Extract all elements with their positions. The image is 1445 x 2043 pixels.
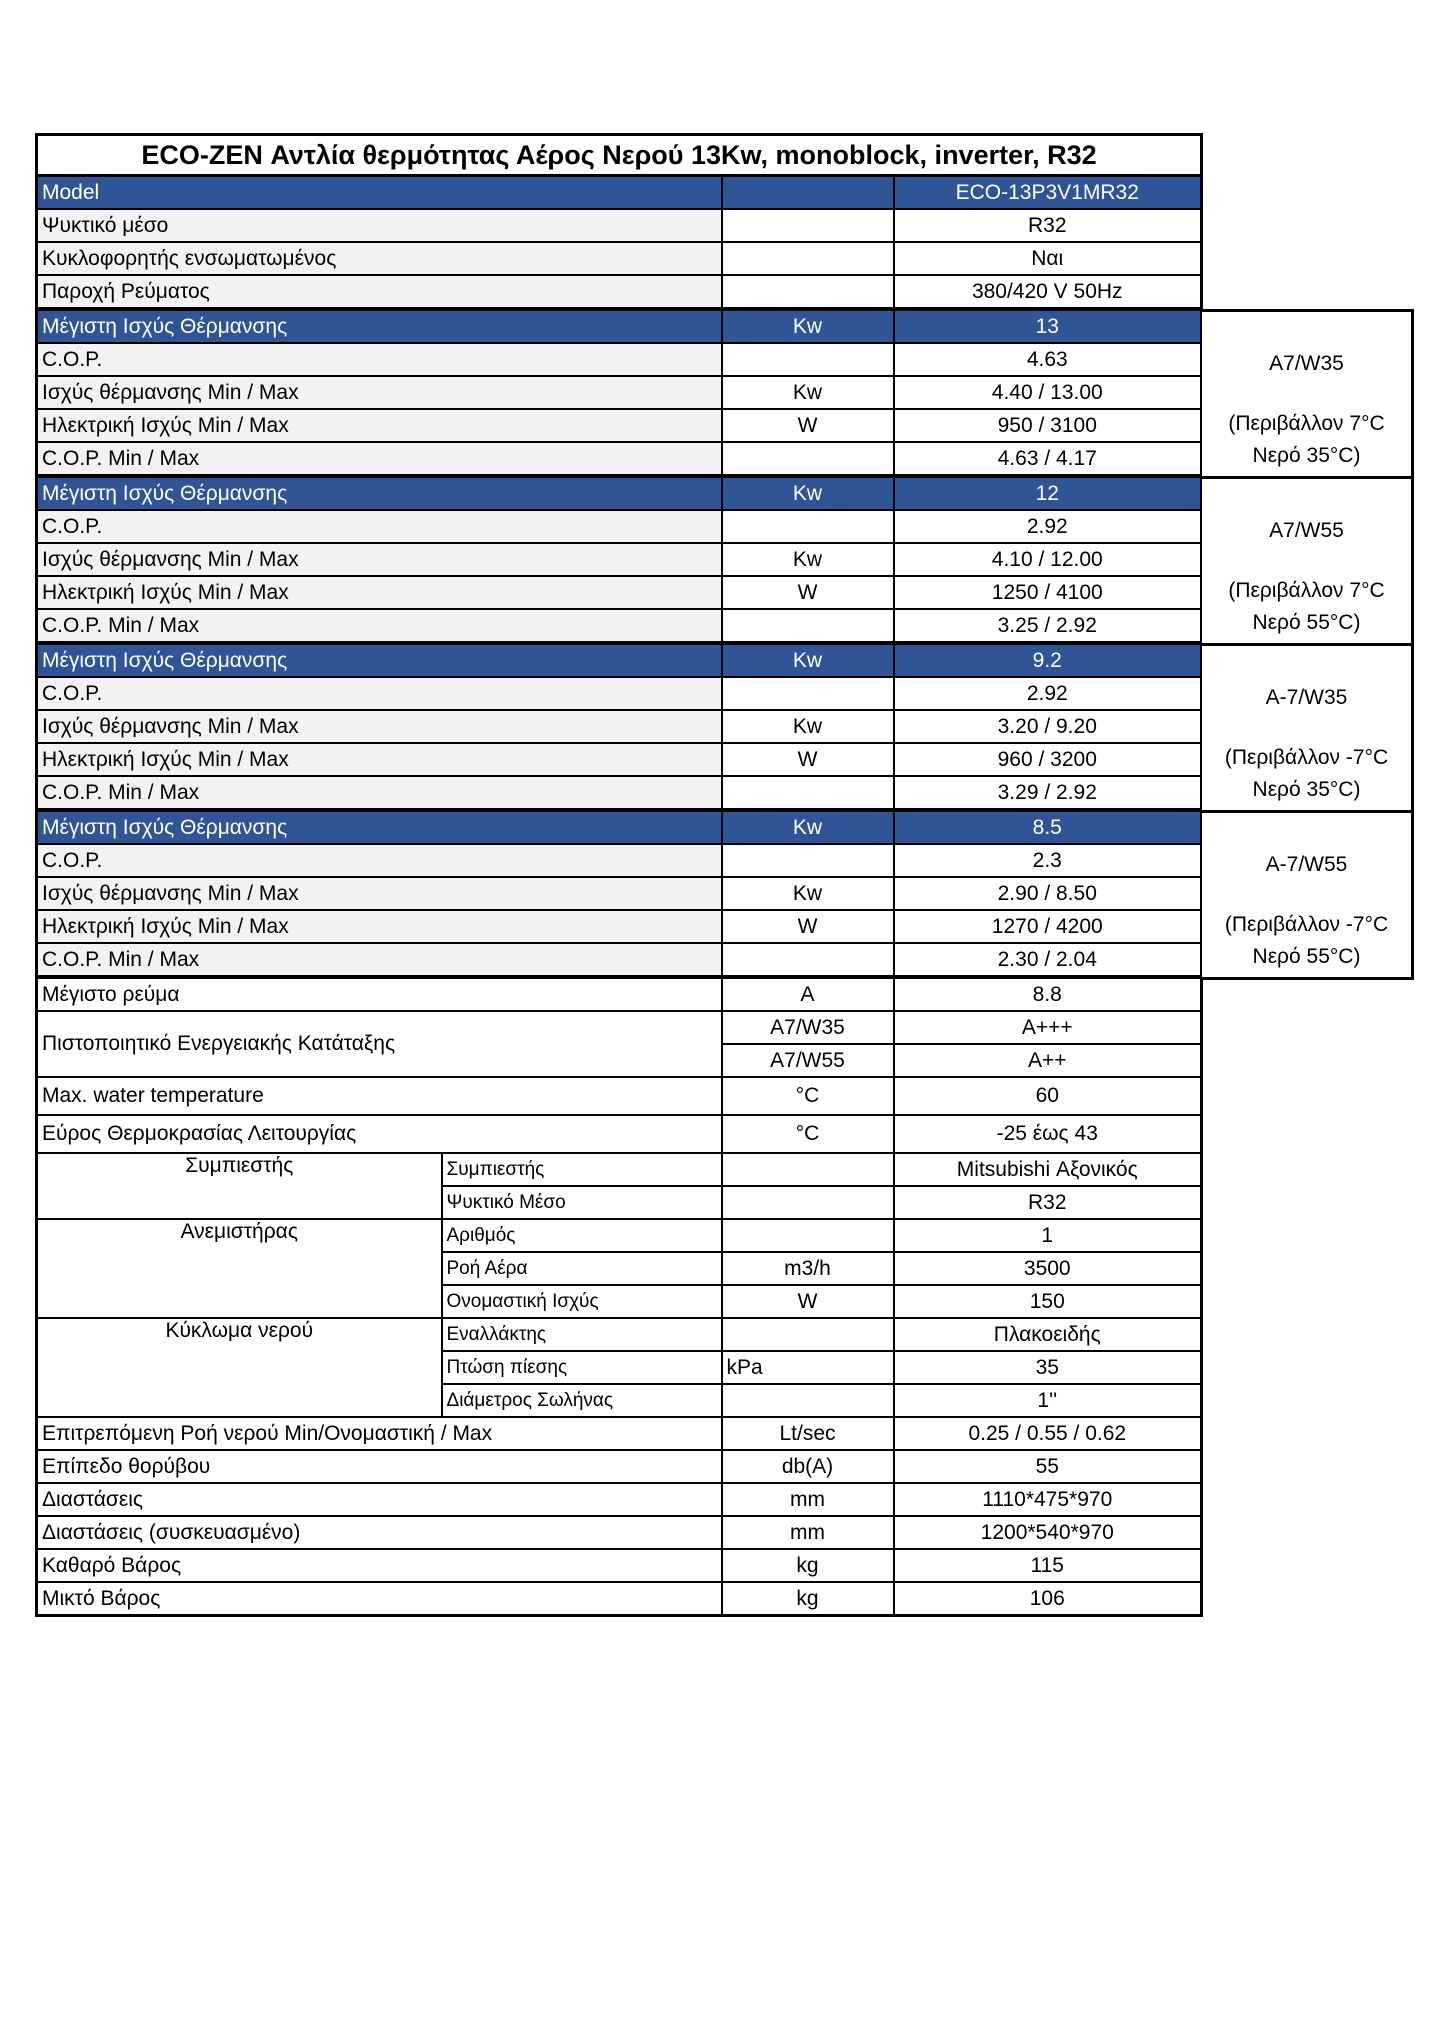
energy-class-value: A++ bbox=[894, 1044, 1202, 1077]
water-temperature: Νερό 55°C) bbox=[1252, 945, 1361, 968]
spec-unit bbox=[722, 943, 894, 977]
spec-label: C.O.P. Min / Max bbox=[37, 943, 722, 977]
water-temperature: Νερό 35°C) bbox=[1252, 444, 1361, 467]
spec-unit: Kw bbox=[722, 810, 894, 844]
spec-unit: mm bbox=[722, 1516, 894, 1549]
spec-value: 960 / 3200 bbox=[894, 743, 1202, 776]
spec-value: 3.29 / 2.92 bbox=[894, 776, 1202, 810]
spec-unit bbox=[722, 242, 894, 275]
spec-row bbox=[37, 1450, 1202, 1483]
spec-row bbox=[37, 910, 1202, 943]
spec-value: 2.3 bbox=[894, 844, 1202, 877]
test-condition-description bbox=[1225, 909, 1388, 973]
test-condition-box bbox=[1200, 643, 1414, 813]
spec-unit bbox=[722, 1318, 894, 1351]
spec-row bbox=[37, 1582, 1202, 1616]
title-row bbox=[37, 135, 1202, 176]
spec-unit: kg bbox=[722, 1582, 894, 1616]
spec-value: 150 bbox=[894, 1285, 1202, 1318]
spec-row bbox=[37, 409, 1202, 442]
spec-value: 1270 / 4200 bbox=[894, 910, 1202, 943]
spec-unit bbox=[722, 776, 894, 810]
spec-label: Ισχύς θέρμανσης Min / Max bbox=[37, 877, 722, 910]
spec-unit: Kw bbox=[722, 877, 894, 910]
energy-class-value: A+++ bbox=[894, 1011, 1202, 1044]
spec-label: Καθαρό Βάρος bbox=[37, 1549, 722, 1582]
max-water-temp-row bbox=[37, 1077, 1202, 1115]
spec-unit: m3/h bbox=[722, 1252, 894, 1285]
spec-unit: mm bbox=[722, 1483, 894, 1516]
spec-value: R32 bbox=[894, 209, 1202, 242]
test-condition-description bbox=[1225, 742, 1388, 806]
spec-label: Ηλεκτρική Ισχύς Min / Max bbox=[37, 743, 722, 776]
heating-capacity-header-row bbox=[37, 309, 1202, 343]
spec-unit: Kw bbox=[722, 710, 894, 743]
spec-label: Ισχύς θέρμανσης Min / Max bbox=[37, 376, 722, 409]
spec-sublabel: Συμπιεστής bbox=[442, 1153, 722, 1186]
spec-label: Μέγιστη Ισχύς Θέρμανσης bbox=[37, 476, 722, 510]
spec-label: C.O.P. Min / Max bbox=[37, 442, 722, 476]
heating-capacity-header-row bbox=[37, 810, 1202, 844]
test-condition-box bbox=[1200, 309, 1414, 479]
spec-label: C.O.P. bbox=[37, 844, 722, 877]
spec-label: Μικτό Βάρος bbox=[37, 1582, 722, 1616]
spec-unit: Kw bbox=[722, 309, 894, 343]
group-row bbox=[37, 1318, 1202, 1351]
spec-value: R32 bbox=[894, 1186, 1202, 1219]
test-condition-description bbox=[1228, 575, 1384, 639]
group-name: Ανεμιστήρας bbox=[37, 1219, 442, 1318]
spec-label: Κυκλοφορητής ενσωματωμένος bbox=[37, 242, 722, 275]
spec-unit: db(A) bbox=[722, 1450, 894, 1483]
spec-value: 4.63 bbox=[894, 343, 1202, 376]
spec-unit bbox=[722, 1219, 894, 1252]
heating-capacity-header-row bbox=[37, 643, 1202, 677]
ambient-temperature: (Περιβάλλον 7°C bbox=[1228, 412, 1385, 435]
spec-sublabel: Ροή Αέρα bbox=[442, 1252, 722, 1285]
spec-label: Επιτρεπόμενη Ροή νερού Min/Ονομαστική / Max bbox=[37, 1417, 722, 1450]
spec-label: Εύρος Θερμοκρασίας Λειτουργίας bbox=[37, 1115, 722, 1153]
spec-unit bbox=[722, 609, 894, 643]
spec-label: Ηλεκτρική Ισχύς Min / Max bbox=[37, 910, 722, 943]
spec-row bbox=[37, 1417, 1202, 1450]
spec-unit bbox=[722, 844, 894, 877]
spec-unit bbox=[722, 1153, 894, 1186]
group-row bbox=[37, 1153, 1202, 1186]
spec-label: Παροχή Ρεύματος bbox=[37, 275, 722, 309]
spec-table bbox=[35, 133, 1203, 1617]
spec-sublabel: Ονομαστική Ισχύς bbox=[442, 1285, 722, 1318]
spec-value: 8.5 bbox=[894, 810, 1202, 844]
spec-label: Διαστάσεις (συσκευασμένο) bbox=[37, 1516, 722, 1549]
heating-capacity-header-row bbox=[37, 476, 1202, 510]
spec-row bbox=[37, 776, 1202, 810]
spec-value: 1 bbox=[894, 1219, 1202, 1252]
water-temperature: Νερό 55°C) bbox=[1252, 611, 1361, 634]
spec-value: 115 bbox=[894, 1549, 1202, 1582]
spec-sublabel: Διάμετρος Σωλήνας bbox=[442, 1384, 722, 1417]
spec-unit: °C bbox=[722, 1077, 894, 1115]
spec-label: Μέγιστη Ισχύς Θέρμανσης bbox=[37, 810, 722, 844]
spec-unit bbox=[722, 343, 894, 376]
spec-unit bbox=[722, 275, 894, 309]
group-name: Συμπιεστής bbox=[37, 1153, 442, 1219]
water-temperature: Νερό 35°C) bbox=[1252, 778, 1361, 801]
spec-row bbox=[37, 1516, 1202, 1549]
spec-row bbox=[37, 242, 1202, 275]
spec-row bbox=[37, 442, 1202, 476]
spec-row bbox=[37, 943, 1202, 977]
spec-value: 2.90 / 8.50 bbox=[894, 877, 1202, 910]
spec-unit: W bbox=[722, 576, 894, 609]
spec-value: 3.25 / 2.92 bbox=[894, 609, 1202, 643]
spec-row bbox=[37, 743, 1202, 776]
spec-value: 2.92 bbox=[894, 677, 1202, 710]
spec-row bbox=[37, 609, 1202, 643]
spec-sublabel: Πτώση πίεσης bbox=[442, 1351, 722, 1384]
spec-unit: Kw bbox=[722, 476, 894, 510]
spec-sublabel: Εναλλάκτης bbox=[442, 1318, 722, 1351]
spec-label: Ισχύς θέρμανσης Min / Max bbox=[37, 543, 722, 576]
test-condition-description bbox=[1228, 408, 1384, 472]
spec-label: Ηλεκτρική Ισχύς Min / Max bbox=[37, 409, 722, 442]
spec-value: 950 / 3100 bbox=[894, 409, 1202, 442]
spec-unit bbox=[722, 510, 894, 543]
ambient-temperature: (Περιβάλλον -7°C bbox=[1224, 913, 1389, 936]
group-row bbox=[37, 1219, 1202, 1252]
spec-label: Μέγιστο ρεύμα bbox=[37, 977, 722, 1011]
spec-row bbox=[37, 1483, 1202, 1516]
spec-unit bbox=[722, 442, 894, 476]
spec-value: 1110*475*970 bbox=[894, 1483, 1202, 1516]
ambient-temperature: (Περιβάλλον -7°C bbox=[1224, 746, 1389, 769]
spec-sublabel: Ψυκτικό Μέσο bbox=[442, 1186, 722, 1219]
spec-value: 4.63 / 4.17 bbox=[894, 442, 1202, 476]
energy-class-condition: A7/W35 bbox=[722, 1011, 894, 1044]
test-condition-code: A-7/W55 bbox=[1265, 853, 1348, 876]
spec-value: 13 bbox=[894, 309, 1202, 343]
spec-value: Πλακοειδής bbox=[894, 1318, 1202, 1351]
spec-label: Διαστάσεις bbox=[37, 1483, 722, 1516]
spec-unit: W bbox=[722, 743, 894, 776]
spec-label: Μέγιστη Ισχύς Θέρμανσης bbox=[37, 309, 722, 343]
spec-value: 3500 bbox=[894, 1252, 1202, 1285]
spec-row bbox=[37, 677, 1202, 710]
spec-row bbox=[37, 844, 1202, 877]
spec-value: 35 bbox=[894, 1351, 1202, 1384]
spec-sublabel: Αριθμός bbox=[442, 1219, 722, 1252]
spec-value: Ναι bbox=[894, 242, 1202, 275]
spec-unit: °C bbox=[722, 1115, 894, 1153]
page-title: ECO-ZEN Αντλία θερμότητας Αέρος Νερού 13Kw, monoblock, inverter, R32 bbox=[37, 135, 1202, 176]
spec-row bbox=[37, 576, 1202, 609]
spec-unit: kPa bbox=[722, 1351, 894, 1384]
ambient-temperature: (Περιβάλλον 7°C bbox=[1228, 579, 1385, 602]
spec-unit bbox=[722, 1186, 894, 1219]
spec-label: Μέγιστη Ισχύς Θέρμανσης bbox=[37, 643, 722, 677]
spec-unit bbox=[722, 677, 894, 710]
spec-row bbox=[37, 343, 1202, 376]
spec-label: C.O.P. Min / Max bbox=[37, 609, 722, 643]
spec-label: C.O.P. bbox=[37, 343, 722, 376]
spec-unit: Kw bbox=[722, 643, 894, 677]
spec-label: C.O.P. bbox=[37, 677, 722, 710]
spec-label: Επίπεδο θορύβου bbox=[37, 1450, 722, 1483]
spec-value: 9.2 bbox=[894, 643, 1202, 677]
spec-unit bbox=[722, 176, 894, 210]
group-name: Κύκλωμα νερού bbox=[37, 1318, 442, 1417]
spec-unit: Kw bbox=[722, 376, 894, 409]
energy-class-condition: A7/W55 bbox=[722, 1044, 894, 1077]
spec-unit bbox=[722, 1384, 894, 1417]
spec-row bbox=[37, 209, 1202, 242]
spec-label: Model bbox=[37, 176, 722, 210]
spec-value: 380/420 V 50Hz bbox=[894, 275, 1202, 309]
spec-row bbox=[37, 1549, 1202, 1582]
energy-class-row bbox=[37, 1011, 1202, 1044]
spec-label: Ηλεκτρική Ισχύς Min / Max bbox=[37, 576, 722, 609]
spec-row bbox=[37, 710, 1202, 743]
test-condition-box bbox=[1200, 476, 1414, 646]
spec-value: 2.92 bbox=[894, 510, 1202, 543]
spec-row bbox=[37, 275, 1202, 309]
spec-unit: A bbox=[722, 977, 894, 1011]
spec-unit: kg bbox=[722, 1549, 894, 1582]
spec-value: ECO-13P3V1MR32 bbox=[894, 176, 1202, 210]
spec-value: 1250 / 4100 bbox=[894, 576, 1202, 609]
spec-value: 4.10 / 12.00 bbox=[894, 543, 1202, 576]
energy-class-label: Πιστοποιητικό Ενεργειακής Κατάταξης bbox=[37, 1011, 722, 1077]
spec-label: Ψυκτικό μέσο bbox=[37, 209, 722, 242]
test-condition-code: A7/W55 bbox=[1269, 519, 1344, 542]
spec-value: Mitsubishi Αξονικός bbox=[894, 1153, 1202, 1186]
spec-value: 1'' bbox=[894, 1384, 1202, 1417]
spec-value: 12 bbox=[894, 476, 1202, 510]
spec-unit: Lt/sec bbox=[722, 1417, 894, 1450]
spec-value: 8.8 bbox=[894, 977, 1202, 1011]
spec-unit: Kw bbox=[722, 543, 894, 576]
spec-row bbox=[37, 510, 1202, 543]
spec-unit: W bbox=[722, 409, 894, 442]
spec-row bbox=[37, 877, 1202, 910]
test-condition-code: A7/W35 bbox=[1269, 352, 1344, 375]
spec-label: C.O.P. bbox=[37, 510, 722, 543]
spec-value: 4.40 / 13.00 bbox=[894, 376, 1202, 409]
spec-value: 60 bbox=[894, 1077, 1202, 1115]
spec-label: Max. water temperature bbox=[37, 1077, 722, 1115]
spec-row bbox=[37, 543, 1202, 576]
test-condition-box bbox=[1200, 810, 1414, 980]
spec-value: 2.30 / 2.04 bbox=[894, 943, 1202, 977]
spec-label: C.O.P. Min / Max bbox=[37, 776, 722, 810]
spec-unit bbox=[722, 209, 894, 242]
spec-value: 3.20 / 9.20 bbox=[894, 710, 1202, 743]
test-condition-code: A-7/W35 bbox=[1265, 686, 1348, 709]
spec-unit: W bbox=[722, 1285, 894, 1318]
spec-value: 1200*540*970 bbox=[894, 1516, 1202, 1549]
spec-value: 0.25 / 0.55 / 0.62 bbox=[894, 1417, 1202, 1450]
spec-value: -25 έως 43 bbox=[894, 1115, 1202, 1153]
spec-label: Ισχύς θέρμανσης Min / Max bbox=[37, 710, 722, 743]
operating-range-row bbox=[37, 1115, 1202, 1153]
spec-unit: W bbox=[722, 910, 894, 943]
max-current-row bbox=[37, 977, 1202, 1011]
spec-value: 55 bbox=[894, 1450, 1202, 1483]
spec-row bbox=[37, 376, 1202, 409]
spec-row bbox=[37, 176, 1202, 210]
spec-value: 106 bbox=[894, 1582, 1202, 1616]
